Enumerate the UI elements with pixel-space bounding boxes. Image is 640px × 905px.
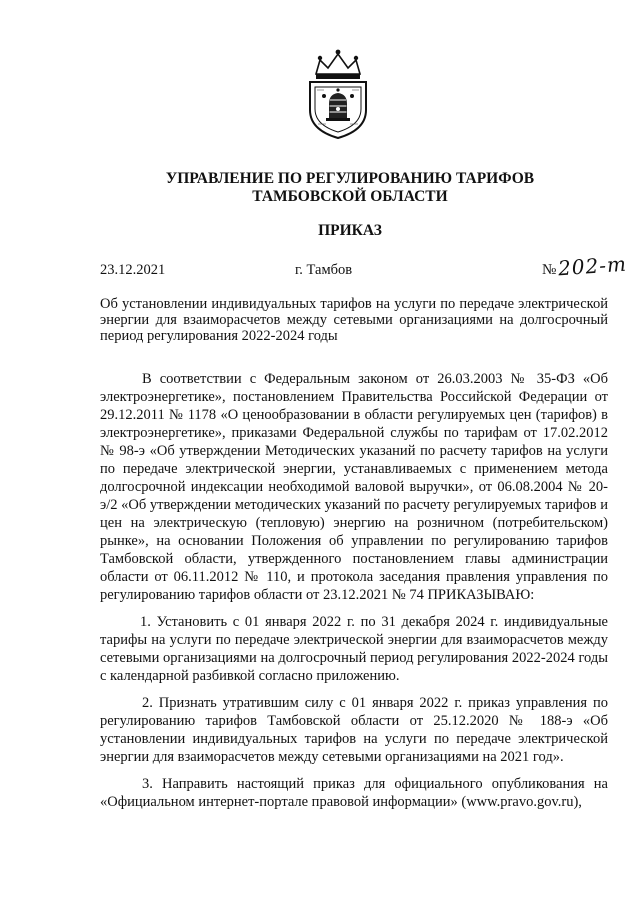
org-line-1: УПРАВЛЕНИЕ ПО РЕГУЛИРОВАНИЮ ТАРИФОВ (165, 170, 535, 187)
coat-of-arms-emblem (302, 44, 374, 140)
order-item-1: 1. Установить с 01 января 2022 г. по 31 декабря 2024 г. индивидуальные тарифы на услуги по передаче электрической энергии для взаиморасчетов между сетевыми организациями на долгосрочный период регулирования 2022-2024 годы с календарной разбивкой согласно приложению. (100, 614, 608, 684)
order-body (100, 370, 608, 820)
document-type: ПРИКАЗ (318, 222, 382, 239)
org-line-2: ТАМБОВСКОЙ ОБЛАСТИ (252, 188, 448, 205)
order-date: 23.12.2021 (100, 262, 166, 278)
order-item-3: 3. Направить настоящий приказ для официального опубликования на «Официальном интернет-портале правовой информации» (www.pravo.gov.ru), (100, 776, 608, 810)
order-number-handwritten: 202-т (557, 251, 628, 281)
order-number-label: № (542, 262, 557, 278)
order-subject: Об установлении индивидуальных тарифов на услуги по передаче электрической энергии для взаиморасчетов между сетевыми организациями на долгосрочный период регулирования 2022-2024 годы (100, 296, 608, 344)
order-item-2: 2. Признать утратившим силу с 01 января 2022 г. приказ управления по регулированию тарифов Тамбовской области от 25.12.2020 № 188-э «Об установлении индивидуальных тарифов на услуги по передаче электрической энергии для взаиморасчетов между сетевыми организациями на 2021 год». (100, 695, 608, 765)
preamble-paragraph: В соответствии с Федеральным законом от 26.03.2003 № 35-ФЗ «Об электроэнергетике», постановлением Правительства Российской Федерации от 29.12.2011 № 1178 «О ценообразовании в области регулируемых цен (тарифов) в электроэнергетике», приказами Федеральной службы по тарифам от 17.02.2012 № 98-э «Об утверждении Методических указаний по расчету тарифов на услуги по передаче электрической энергии, устанавливаемых с применением метода долгосрочной индексации необходимой валовой выручки», от 06.08.2004 № 20-э/2 «Об утверждении методических указаний по расчету регулируемых тарифов и цен на электрическую (тепловую) энергию на розничном (потребительском) рынке», на основании Положения об управлении по регулированию тарифов Тамбовской области, утвержденного постановлением главы администрации области от 06.11.2012 № 110, и протокола заседания правления управления по регулированию тарифов области от 23.12.2021 № 74 ПРИКАЗЫВАЮ: (100, 371, 608, 603)
organization-name (60, 170, 640, 206)
order-city: г. Тамбов (295, 262, 353, 278)
